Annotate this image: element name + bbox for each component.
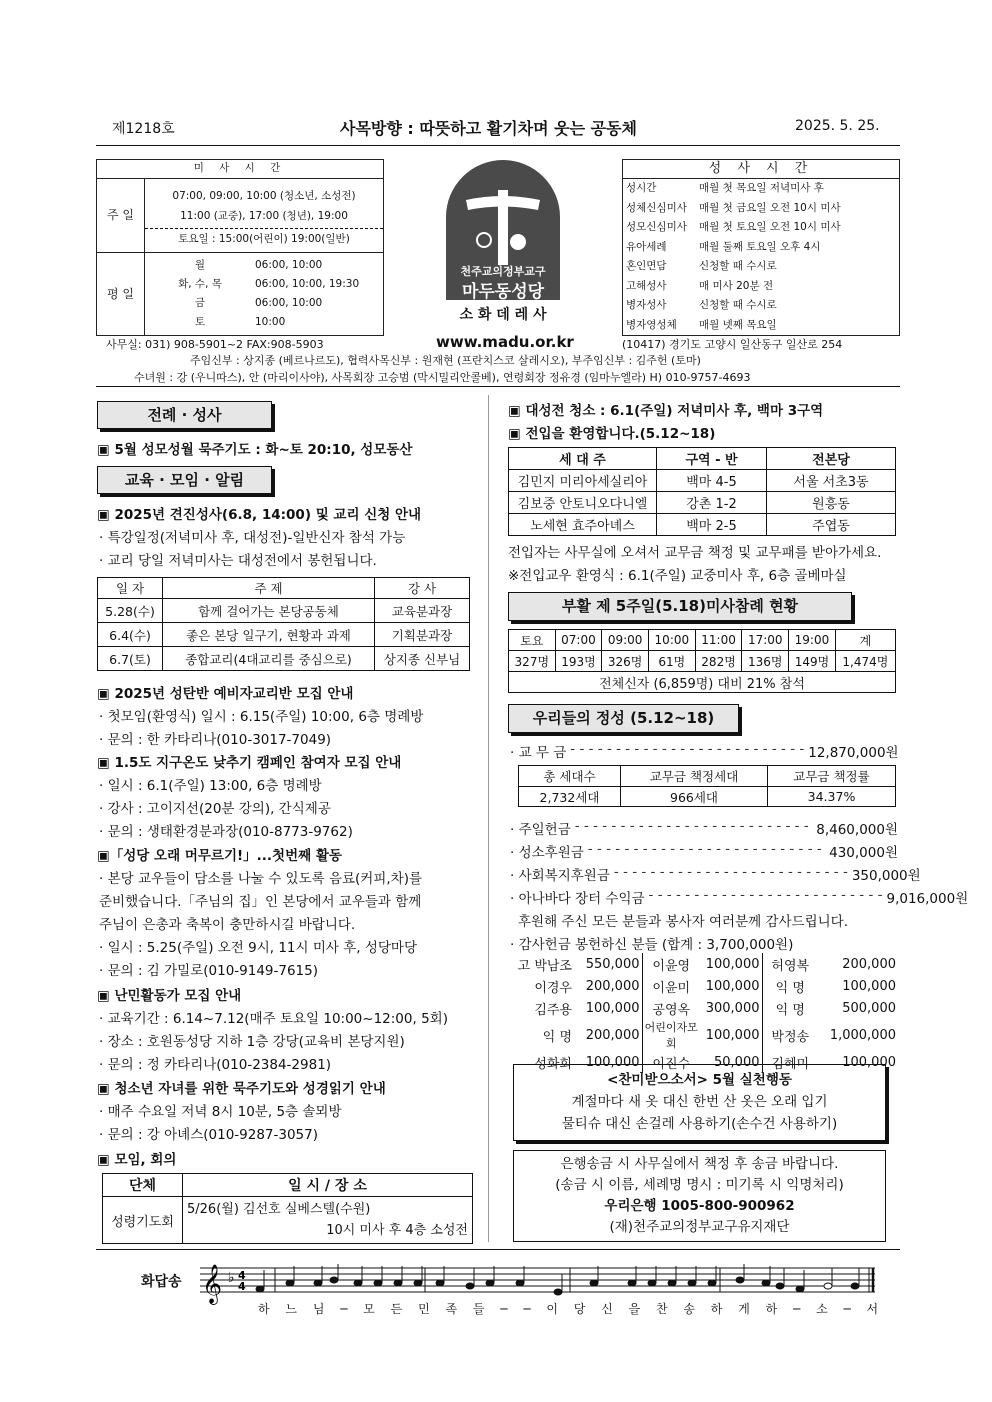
svg-text:♭: ♭ (228, 1270, 235, 1286)
offering-line: · 주일헌금 - - - - - - - - - - - - - - - - - - - - - - - - - - 8,460,000원 (510, 818, 898, 838)
section-title: ▣ 난민활동가 모집 안내 (97, 988, 242, 1004)
sacrament-row: 병자영성체 매월 넷째 목요일 (626, 318, 777, 331)
music-staff-icon (200, 1262, 880, 1302)
sacrament-row: 고해성사 매 미사 20분 전 (626, 279, 774, 292)
parish-patron: 소 화 데 레 사 (459, 307, 547, 323)
newcomer-note: 전입자는 사무실에 오셔서 교무금 책정 및 교무패를 받아가세요. (508, 545, 882, 561)
table-row: 이경우 200,000 이윤미 100,000 익 명 100,000 (510, 975, 896, 997)
education-table: 일 자 주 제 강 사 5.28(수) 함께 걸어가는 본당공동체 교육분과장 6.4(수) 좋은 본당 일구기, 현황과 과제 기획분과장 6.7(토) 종합교리(4대교리를 중심으로) 상지종 신부님 (97, 577, 470, 671)
diocese-name: 천주교의정부교구 (460, 265, 546, 278)
staff-line-1: 주임신부 : 상지종 (베르나르도), 협력사목신부 : 원재현 (프란치스코 살레시오), 부주임신부 : 김주헌 (토마) (190, 354, 701, 367)
sacrament-row: 성모신심미사 매월 첫 토요일 오전 10시 미사 (626, 221, 841, 234)
table-row: 6.7(토) 종합교리(4대교리를 중심으로) 상지종 신부님 (98, 647, 470, 671)
sunday-label: 주 일 (97, 179, 145, 253)
header-rule (96, 145, 900, 146)
attendance-section-box: 부활 제 5주일(5.18)미사참례 현황 (508, 592, 852, 621)
sacrament-row: 병자성사 신청할 때 수시로 (626, 299, 777, 312)
donor-table (510, 953, 896, 1073)
info-line: · 문의 : 생태환경분과장(010-8773-9762) (99, 824, 353, 840)
psalm-lyrics: 하 느 님 ─ 모 든 민 족 들 ─ ─ 이 당 신 을 찬 송 하 게 하 ─ 소 ─ 서 (258, 1302, 885, 1316)
info-line: 준비했습니다.「주님의 집」인 본당에서 교우들과 함께 (99, 894, 422, 910)
info-line: · 교리 당일 저녁미사는 대성전에서 봉헌됩니다. (99, 553, 377, 569)
parish-address: (10417) 경기도 고양시 일산동구 일산로 254 (622, 338, 843, 351)
info-line: · 일시 : 6.1(주일) 13:00, 6층 명례방 (99, 778, 322, 794)
table-row: 327명 193명 326명 61명 282명 136명 149명 1,474명 (509, 651, 896, 672)
newcomer-table: 세 대 주 구역 - 반 전본당 김민지 미리아세실리아 백마 4-5 서울 서초3동 김보중 안토니오다니엘 강촌 1-2 원흥동 노세현 효주아녜스 백마 2-5 주엽동 (508, 447, 896, 536)
weekday-row: 월 06:00, 10:00 (194, 259, 323, 271)
info-line: · 매주 수요일 저녁 8시 10분, 5층 솔뫼방 (99, 1104, 342, 1120)
education-section-box: 교육 · 모임 · 알림 (97, 466, 272, 494)
info-line: · 문의 : 정 카타리나(010-2384-2981) (99, 1057, 332, 1073)
issue-date: 2025. 5. 25. (795, 118, 880, 134)
svg-text:𝄞: 𝄞 (202, 1264, 223, 1304)
parish-name: 마두동성당 (461, 282, 545, 302)
sunday-line: 11:00 (교중), 17:00 (청년), 19:00 (180, 210, 348, 222)
section-title: ▣ 1.5도 지구온도 낮추기 캠페인 참여자 모집 안내 (97, 755, 402, 771)
newcomer-note: ※전입교우 환영식 : 6.1(주일) 교중미사 후, 6층 골베마실 (508, 568, 847, 584)
info-line: · 본당 교우들이 담소를 나눌 수 있도록 음료(커피,차)를 (99, 871, 423, 887)
offering-line: · 사회복지후원금 - - - - - - - - - - - - - - - - - - - - - - - - - - 350,000원 (510, 864, 921, 884)
sacrament-row: 혼인면담 신청할 때 수시로 (626, 260, 777, 273)
welcome-title: ▣ 전입을 환영합니다.(5.12~18) (508, 426, 716, 442)
info-line: · 첫모임(환영식) 일시 : 6.15(주일) 10:00, 6층 명례방 (99, 709, 424, 725)
info-line: · 강사 : 고이지선(20분 강의), 간식제공 (99, 801, 331, 817)
section-title: ▣ 2025년 성탄반 예비자교리반 모집 안내 (97, 686, 354, 702)
table-row: 성화회 100,000 이진수 50,000 김혜미 100,000 (510, 1051, 896, 1073)
attendance-table: 토요 07:00 09:00 10:00 11:00 17:00 19:00 계 327명 193명 326명 61명 282명 136명 149명 1,474명 전체신자 (6,859명) 대비 21% 참석 (508, 629, 896, 693)
info-line: · 교육기간 : 6.14~7.12(매주 토요일 10:00~12:00, 5회) (99, 1011, 448, 1027)
liturgy-section-box: 전례 · 성사 (97, 401, 272, 429)
section-title: ▣ 2025년 견진성사(6.8, 14:00) 및 교리 신청 안내 (97, 507, 422, 523)
sacrament-row: 성체신심미사 매월 첫 금요일 오전 10시 미사 (626, 201, 841, 214)
weekday-label: 평 일 (97, 253, 145, 336)
contact-rule (96, 386, 900, 387)
info-line: · 문의 : 한 카타리나(010-3017-7049) (99, 732, 332, 748)
sunday-line: 07:00, 09:00, 10:00 (청소년, 소성전) (172, 190, 356, 202)
office-contact: 사무실: 031) 908-5901~2 FAX:908-5903 (106, 338, 324, 351)
meeting-table: 단체 일 시 / 장 소 성령기도회 5/26(월) 김선호 실베스텔(수원) 10시 미사 후 4층 소성전 (102, 1173, 473, 1244)
info-line: · 특강일정(저녁미사 후, 대성전)-일반신자 참석 가능 (99, 530, 406, 546)
table-row: 성령기도회 5/26(월) 김선호 실베스텔(수원) 10시 미사 후 4층 소성전 (103, 1197, 473, 1244)
psalm-label: 화답송 (141, 1274, 182, 1290)
saturday-line: 토요일 : 15:00(어린이) 19:00(일반) (145, 228, 383, 249)
parish-logo (446, 160, 560, 300)
svg-text:4: 4 (238, 1280, 246, 1293)
table-row: 익 명 200,000 어린이자모회 100,000 박정송 1,000,000 (542, 1021, 896, 1050)
table-row: 노세현 효주아녜스 백마 2-5 주엽동 (509, 514, 896, 536)
info-line: · 장소 : 호원동성당 지하 1층 강당(교육비 본당지원) (99, 1034, 405, 1050)
svg-text:4: 4 (238, 1269, 246, 1282)
column-divider (488, 395, 489, 1242)
sacrament-title: 성 사 시 간 (623, 160, 900, 179)
table-row: 2,732세대 966세대 34.37% (519, 787, 896, 807)
page-motto: 사목방향 : 따뜻하고 활기차며 웃는 공동체 (340, 119, 638, 138)
cleaning-notice: ▣ 대성전 청소 : 6.1(주일) 저녁미사 후, 백마 3구역 (508, 403, 824, 419)
bank-transfer-notice: 은행송금 시 사무실에서 책정 후 송금 바랍니다. (송금 시 이름, 세례명 명시 : 미기록 시 익명처리) 우리은행 1005-800-900962 (재)천주교의정부교구유지재단 (513, 1150, 886, 1242)
weekday-row: 화, 수, 목 06:00, 10:00, 19:30 (178, 278, 360, 290)
rosary-notice: ▣ 5월 성모성월 묵주기도 : 화~토 20:10, 성모동산 (97, 442, 413, 458)
offering-section-box: 우리들의 정성 (5.12~18) (508, 704, 739, 733)
info-line: 주님이 은총과 축복이 충만하시길 바랍니다. (99, 917, 356, 933)
issue-number: 제1218호 (112, 121, 175, 137)
thanks-line: 후원해 주신 모든 분들과 봉사자 여러분께 감사드립니다. (518, 914, 848, 930)
section-title: ▣ 모임, 회의 (97, 1152, 177, 1168)
info-line: · 문의 : 김 가밀로(010-9149-7615) (99, 963, 319, 979)
donor-title: · 감사헌금 봉헌하신 분들 (합계 : 3,700,000원) (510, 937, 794, 953)
mass-title: 미 사 시 간 (97, 160, 384, 179)
info-line: · 문의 : 강 아녜스(010-9287-3057) (99, 1127, 319, 1143)
offering-line: · 아나바다 장터 수익금 - - - - - - - - - - - - - - - - - - - - - - - - - - 9,016,000원 (510, 887, 969, 907)
staff-line-2: 수녀원 : 강 (우니따스), 안 (마리이사야), 사목회장 고승범 (막시밀리안콜베), 연령회장 정유경 (임마누엘라) H) 010-9757-4693 (134, 371, 751, 384)
table-row: 고 박남조 550,000 이윤영 100,000 허영복 200,000 (510, 953, 896, 975)
sacrament-row: 성시간 매월 첫 목요일 저녁미사 후 (626, 182, 824, 195)
table-row: 6.4(수) 좋은 본당 일구기, 현황과 과제 기획분과장 (98, 623, 470, 647)
table-row: 김민지 미리아세실리아 백마 4-5 서울 서초3동 (509, 470, 896, 492)
sacrament-row: 유아세례 매월 둘째 토요일 오후 4시 (626, 240, 821, 253)
section-title: ▣「성당 오래 머무르기!」...첫번째 활동 (97, 848, 342, 864)
footer-rule (96, 1249, 900, 1250)
laudato-si-notice: <찬미받으소서> 5월 실천행동 계절마다 새 옷 대신 한번 산 옷은 오래 입기 물티슈 대신 손걸레 사용하기(손수건 사용하기) (513, 1064, 886, 1141)
table-row: 김주용 100,000 공영옥 300,000 익 명 500,000 (510, 997, 896, 1019)
dues-table: 총 세대수 교무금 책정세대 교무금 책정률 2,732세대 966세대 34.37% (518, 765, 896, 807)
sacrament-table (622, 159, 900, 336)
table-row: 김보중 안토니오다니엘 강촌 1-2 원흥동 (509, 492, 896, 514)
weekday-row: 토 10:00 (194, 316, 286, 328)
table-row: 5.28(수) 함께 걸어가는 본당공동체 교육분과장 (98, 599, 470, 623)
dues-line: · 교 무 금 - - - - - - - - - - - - - - - - - - - - - - - - - - 12,870,000원 (510, 741, 899, 761)
info-line: · 일시 : 5.25(주일) 오전 9시, 11시 미사 후, 성당마당 (99, 940, 418, 956)
offering-line: · 성소후원금 - - - - - - - - - - - - - - - - - - - - - - - - - - 430,000원 (510, 841, 898, 861)
weekday-row: 금 06:00, 10:00 (194, 297, 323, 309)
mass-schedule-table (96, 159, 384, 336)
parish-url[interactable]: www.madu.or.kr (436, 333, 574, 351)
section-title: ▣ 청소년 자녀를 위한 묵주기도와 성경읽기 안내 (97, 1081, 386, 1097)
